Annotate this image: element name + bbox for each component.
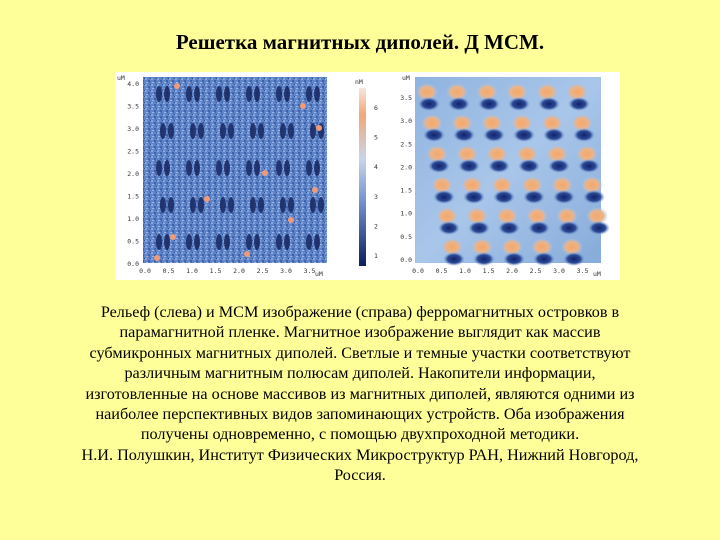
afm-island [284, 160, 290, 176]
mfm-dark-pole [473, 252, 495, 266]
mfm-dark-pole [503, 252, 525, 266]
afm-island [246, 160, 252, 176]
tick-label: 3.5 [303, 267, 316, 275]
tick-label: 2.5 [400, 140, 412, 149]
afm-island [224, 86, 230, 102]
afm-island [314, 160, 320, 176]
mfm-x-ticks [412, 267, 588, 275]
afm-island [246, 234, 252, 250]
afm-island [194, 86, 200, 102]
tick-label: 1.5 [127, 192, 139, 201]
afm-speckle [174, 83, 180, 89]
mfm-y-ticks [400, 94, 412, 264]
afm-island [288, 197, 294, 213]
mfm-dark-pole [423, 128, 445, 142]
tick-label: 1.5 [400, 186, 412, 195]
afm-island [228, 123, 234, 139]
caption-line: получены одновременно, с помощью двухпроходной методики. [140, 425, 580, 444]
afm-island [156, 160, 162, 176]
mfm-dark-pole [418, 97, 440, 111]
mfm-dark-pole [453, 128, 475, 142]
afm-island [306, 234, 312, 250]
afm-island [310, 123, 316, 139]
tick-label: 4.0 [127, 80, 139, 88]
tick-label: 2.5 [256, 267, 269, 275]
mfm-dark-pole [493, 190, 515, 204]
tick-label: 3.5 [127, 102, 139, 111]
mfm-dark-pole [578, 159, 600, 173]
afm-island [318, 197, 324, 213]
afm-island [276, 234, 282, 250]
afm-island [164, 160, 170, 176]
afm-island [288, 123, 294, 139]
afm-island [254, 160, 260, 176]
afm-island [160, 123, 166, 139]
afm-island [306, 160, 312, 176]
tick-label: 1.5 [482, 267, 495, 275]
tick-label: 0.5 [435, 267, 448, 275]
afm-island [186, 86, 192, 102]
afm-island [190, 197, 196, 213]
afm-island [168, 123, 174, 139]
afm-speckle [154, 255, 160, 261]
afm-island [216, 160, 222, 176]
tick-label: 3.0 [127, 125, 139, 133]
afm-island [254, 234, 260, 250]
colorbar-unit: nM [355, 78, 363, 86]
afm-speckle [244, 251, 250, 257]
tick-label: 3.0 [280, 267, 292, 275]
afm-island [276, 86, 282, 102]
afm-island [216, 234, 222, 250]
afm-x-ticks [139, 267, 315, 275]
tick-label: 2.0 [400, 163, 412, 172]
tick-label: 2.5 [127, 147, 139, 156]
tick-label: 2.0 [506, 267, 518, 275]
mfm-dark-pole [518, 159, 540, 173]
afm-speckle [170, 234, 176, 240]
tick-label: 2.0 [127, 170, 139, 178]
mfm-dark-pole [553, 190, 575, 204]
caption [28, 302, 692, 486]
mfm-dark-pole [533, 252, 555, 266]
mfm-dark-pole [563, 252, 585, 266]
afm-island [258, 197, 264, 213]
afm-panel [117, 74, 327, 278]
afm-island [314, 234, 320, 250]
afm-island [194, 234, 200, 250]
mfm-y-unit: uM [402, 74, 410, 82]
afm-island [198, 123, 204, 139]
mfm-dark-pole [433, 190, 455, 204]
mfm-panel [400, 74, 610, 278]
afm-island [190, 123, 196, 139]
caption-line: различным магнитным полюсам диполей. Накопители информации, [124, 364, 596, 383]
afm-speckle [204, 196, 210, 202]
afm-y-unit: uM [117, 74, 125, 82]
afm-island [156, 234, 162, 250]
afm-island [168, 197, 174, 213]
tick-label: 0.5 [400, 232, 412, 241]
afm-island [314, 86, 320, 102]
slide-title: Решетка магнитных диполей. Д МСМ. [175, 30, 545, 54]
afm-island [156, 86, 162, 102]
tick-label: 0.5 [127, 237, 139, 246]
mfm-dark-pole [523, 190, 545, 204]
tick-label: 3.0 [400, 117, 412, 126]
tick-label: 1.0 [127, 215, 139, 223]
tick-label: 2.0 [233, 267, 245, 275]
tick-label: 6 [374, 104, 378, 112]
afm-island [306, 86, 312, 102]
mfm-dark-pole [478, 97, 500, 111]
colorbar-scale [359, 88, 366, 266]
afm-island [310, 197, 316, 213]
figure-panel [115, 72, 620, 280]
mfm-dark-pole [443, 252, 465, 266]
afm-image [143, 77, 327, 263]
afm-island [186, 160, 192, 176]
tick-label: 4 [374, 163, 378, 172]
afm-island [186, 234, 192, 250]
mfm-x-unit: uM [593, 270, 601, 278]
mfm-dark-pole [528, 221, 550, 235]
afm-island [258, 123, 264, 139]
tick-label: 1.0 [400, 209, 412, 218]
caption-line: субмикронных магнитных диполей. Светлые и темные участки соответствуют [89, 343, 631, 362]
colorbar-ticks [374, 104, 378, 260]
tick-label: 1.5 [209, 267, 222, 275]
afm-speckle [288, 217, 294, 223]
afm-island [220, 123, 226, 139]
afm-island [224, 234, 230, 250]
tick-label: 5 [374, 133, 378, 142]
afm-island [220, 197, 226, 213]
mfm-dark-pole [538, 97, 560, 111]
afm-island [198, 197, 204, 213]
afm-island [164, 86, 170, 102]
mfm-dark-pole [468, 221, 490, 235]
afm-island [284, 86, 290, 102]
afm-speckle [312, 187, 318, 193]
mfm-dark-pole [448, 97, 470, 111]
afm-island [280, 123, 286, 139]
afm-island [250, 197, 256, 213]
afm-island [164, 234, 170, 250]
afm-island [216, 86, 222, 102]
afm-island [194, 160, 200, 176]
afm-island [276, 160, 282, 176]
tick-label: 1 [374, 252, 378, 260]
mfm-dark-pole [548, 159, 570, 173]
tick-label: 0.0 [400, 256, 412, 264]
mfm-dark-pole [428, 159, 450, 173]
caption-line: Россия. [334, 466, 386, 485]
mfm-dark-pole [438, 221, 460, 235]
caption-line: изготовленные на основе массивов из магнитных диполей, являются одними из [85, 384, 635, 403]
afm-island [254, 86, 260, 102]
afm-island [224, 160, 230, 176]
mfm-dark-pole [463, 190, 485, 204]
mfm-dark-pole [573, 128, 595, 142]
afm-mfm-figure [115, 72, 620, 280]
tick-label: 0.0 [139, 267, 151, 275]
tick-label: 0.0 [412, 267, 424, 275]
mfm-dark-pole [483, 128, 505, 142]
mfm-dark-pole [498, 221, 520, 235]
tick-label: 3 [374, 192, 378, 201]
afm-island [280, 197, 286, 213]
afm-speckle [300, 103, 306, 109]
mfm-dark-pole [513, 128, 535, 142]
afm-island [246, 86, 252, 102]
afm-y-ticks [127, 80, 139, 268]
tick-label: 0.5 [162, 267, 175, 275]
tick-label: 1.0 [459, 267, 471, 275]
mfm-dark-pole [583, 190, 605, 204]
tick-label: 3.0 [553, 267, 565, 275]
tick-label: 2.5 [529, 267, 542, 275]
afm-island [250, 123, 256, 139]
mfm-dark-pole [588, 221, 610, 235]
mfm-dark-pole [508, 97, 530, 111]
afm-speckle [316, 125, 322, 131]
afm-speckle [262, 170, 268, 176]
caption-line: Н.И. Полушкин, Институт Физических Микроструктур РАН, Нижний Новгород, [81, 445, 639, 464]
mfm-dark-pole [488, 159, 510, 173]
caption-line: наиболее перспективных видов запоминающих устройств. Оба изображения [95, 405, 625, 424]
mfm-dark-pole [458, 159, 480, 173]
afm-x-unit: uM [315, 270, 323, 278]
tick-label: 3.5 [400, 94, 412, 102]
afm-island [284, 234, 290, 250]
caption-line: парамагнитной пленке. Магнитное изображение выглядит как массив [119, 323, 601, 342]
mfm-dark-pole [543, 128, 565, 142]
tick-label: 3.5 [576, 267, 589, 275]
tick-label: 2 [374, 222, 378, 231]
mfm-dark-pole [558, 221, 580, 235]
afm-island [160, 197, 166, 213]
colorbar [355, 78, 378, 266]
tick-label: 0.0 [127, 260, 139, 268]
tick-label: 1.0 [186, 267, 198, 275]
afm-island [228, 197, 234, 213]
caption-line: Рельеф (слева) и МСМ изображение (справа) ферромагнитных островков в [100, 303, 620, 321]
mfm-dark-pole [568, 97, 590, 111]
